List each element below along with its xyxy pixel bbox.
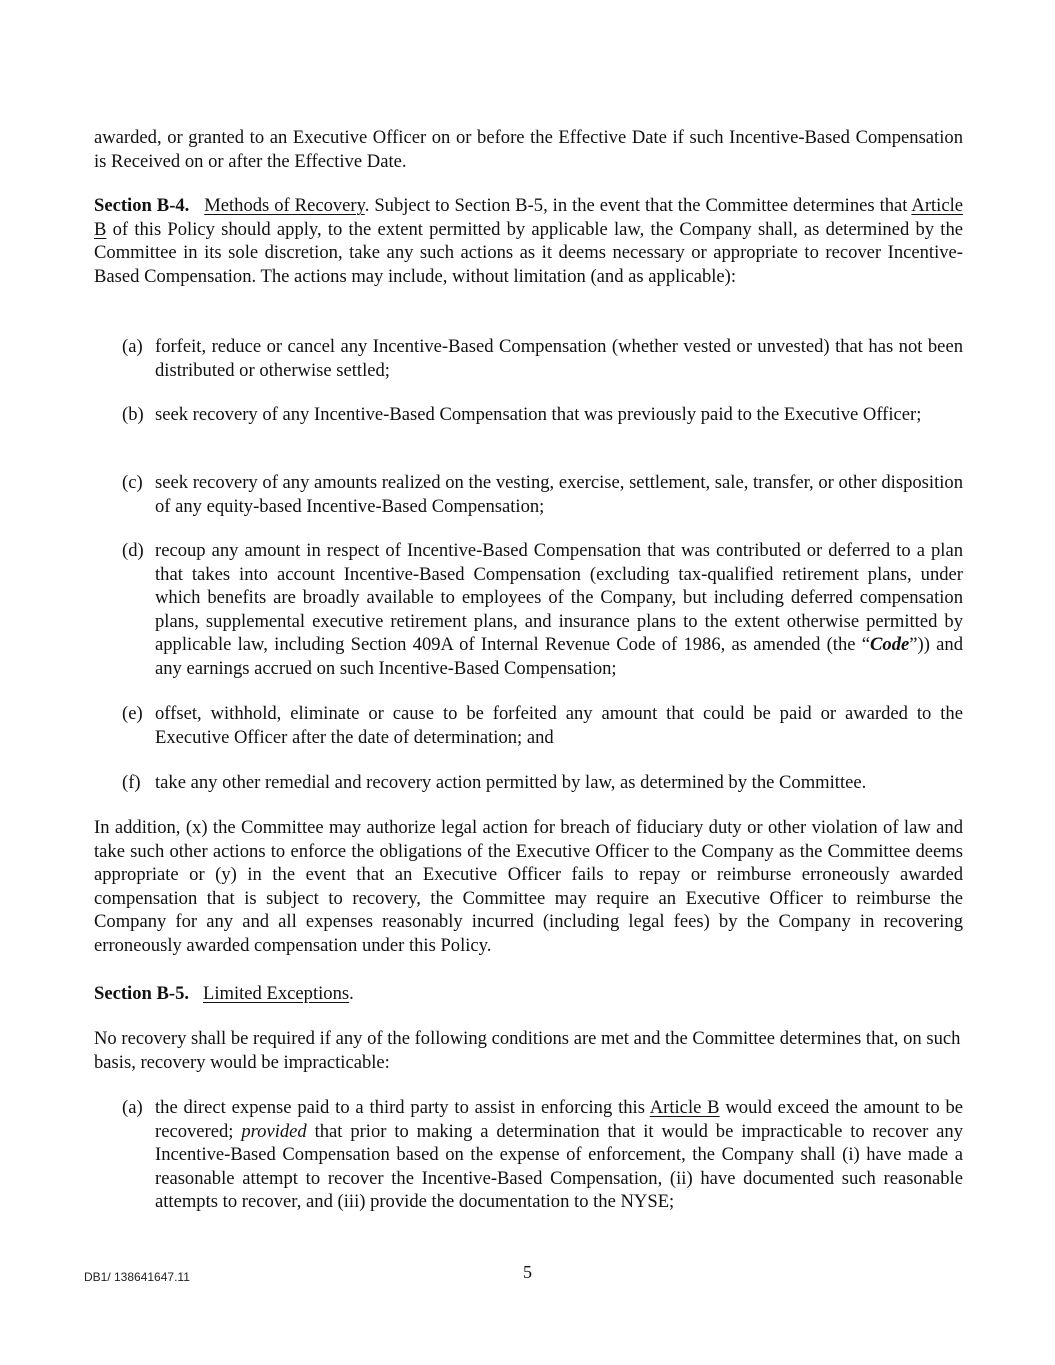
- list-text: seek recovery of any Incentive-Based Compensation that was previously paid to the Executive Officer;: [155, 404, 922, 425]
- list-label: (f): [122, 772, 141, 793]
- continuation-paragraph: awarded, or granted to an Executive Officer on or before the Effective Date if such Incentive-Based Compensation is Received on or after the Effective Date.: [94, 127, 963, 172]
- list-item-f: [122, 771, 963, 795]
- section-b4-paragraph: Section B-4. Methods of Recovery. Subject to Section B-5, in the event that the Committee determines that Article B of this Policy should apply, to the extent permitted by applicable law, the Company shall, as determined by the Committee in its sole discretion, take any such actions as it deems necessary or appropriate to recover Incentive-Based Compensation. The actions may include, without limitation (and as applicable):: [94, 195, 964, 287]
- list-item-b: [122, 403, 963, 427]
- list-item-c: [122, 471, 963, 518]
- list-item-a: [122, 335, 963, 382]
- list-item-d: [122, 539, 963, 681]
- list-item-e: [122, 702, 963, 749]
- section-b5-intro: No recovery shall be required if any of the following conditions are met and the Committee determines that, on such basis, recovery would be impracticable:: [94, 1028, 961, 1073]
- list-label: (e): [122, 703, 143, 724]
- defined-term-code: Code: [870, 634, 910, 656]
- list-text: recoup any amount in respect of Incentive-Based Compensation that was contributed or deferred to a plan that takes into account Incentive-Based Compensation (excluding tax-qualified retirement plans, under which benefits are broadly available to employees of the Company, but including deferred compensation plans, supplemental executive retirement plans, and insurance plans to the extent otherwise permitted by applicable law, including Section 409A of Internal Revenue Code of 1986, as amended (the “Code”)) and any earnings accrued on such Incentive-Based Compensation;: [155, 540, 963, 679]
- provided-term: provided: [241, 1120, 307, 1142]
- list-label: (c): [122, 472, 143, 493]
- list-text: forfeit, reduce or cancel any Incentive-Based Compensation (whether vested or unvested) that has not been distributed or otherwise settled;: [155, 336, 963, 381]
- list-text: the direct expense paid to a third party to assist in enforcing this Article B would exceed the amount to be recovered; provided that prior to making a determination that it would be impracticable to recover any Incentive-Based Compensation based on the expense of enforcement, the Company shall (i) have made a reasonable attempt to recover the Incentive-Based Compensation, (ii) have documented such reasonable attempts to recover, and (iii) provide the documentation to the NYSE;: [155, 1097, 963, 1213]
- list-label: (a): [122, 1097, 143, 1118]
- list-text: seek recovery of any amounts realized on the vesting, exercise, settlement, sale, transfer, or other disposition of any equity-based Incentive-Based Compensation;: [155, 472, 963, 517]
- section-b4-closing-paragraph: In addition, (x) the Committee may authorize legal action for breach of fiduciary duty or other violation of law and take such other actions to enforce the obligations of the Executive Officer to the Company as the Committee deems appropriate or (y) in the event that an Executive Officer fails to repay or reimburse erroneously awarded compensation that is subject to recovery, the Committee may require an Executive Officer to reimburse the Company for any and all expenses reasonably incurred (including legal fees) by the Company in recovering erroneously awarded compensation under this Policy.: [94, 817, 963, 956]
- section-b4-number: Section B-4.: [94, 195, 190, 216]
- list-label: (a): [122, 336, 143, 357]
- section-b5-heading: Section B-5. Limited Exceptions.: [94, 983, 354, 1004]
- article-b-reference: Article B: [649, 1097, 720, 1118]
- section-b5-title: Limited Exceptions: [202, 983, 350, 1004]
- page-number: 5: [523, 1262, 532, 1282]
- list-text: offset, withhold, eliminate or cause to be forfeited any amount that could be paid or awarded to the Executive Officer after the date of determination; and: [155, 703, 963, 748]
- list-label: (d): [122, 540, 144, 561]
- section-b4-title: Methods of Recovery: [204, 195, 365, 216]
- exception-item-a: [122, 1096, 963, 1214]
- list-label: (b): [122, 404, 144, 425]
- section-b5-number: Section B-5.: [94, 983, 190, 1004]
- article-b-reference: Article B: [94, 195, 964, 240]
- list-text: take any other remedial and recovery action permitted by law, as determined by the Committee.: [155, 772, 867, 793]
- document-id: DB1/ 138641647.11: [84, 1270, 190, 1284]
